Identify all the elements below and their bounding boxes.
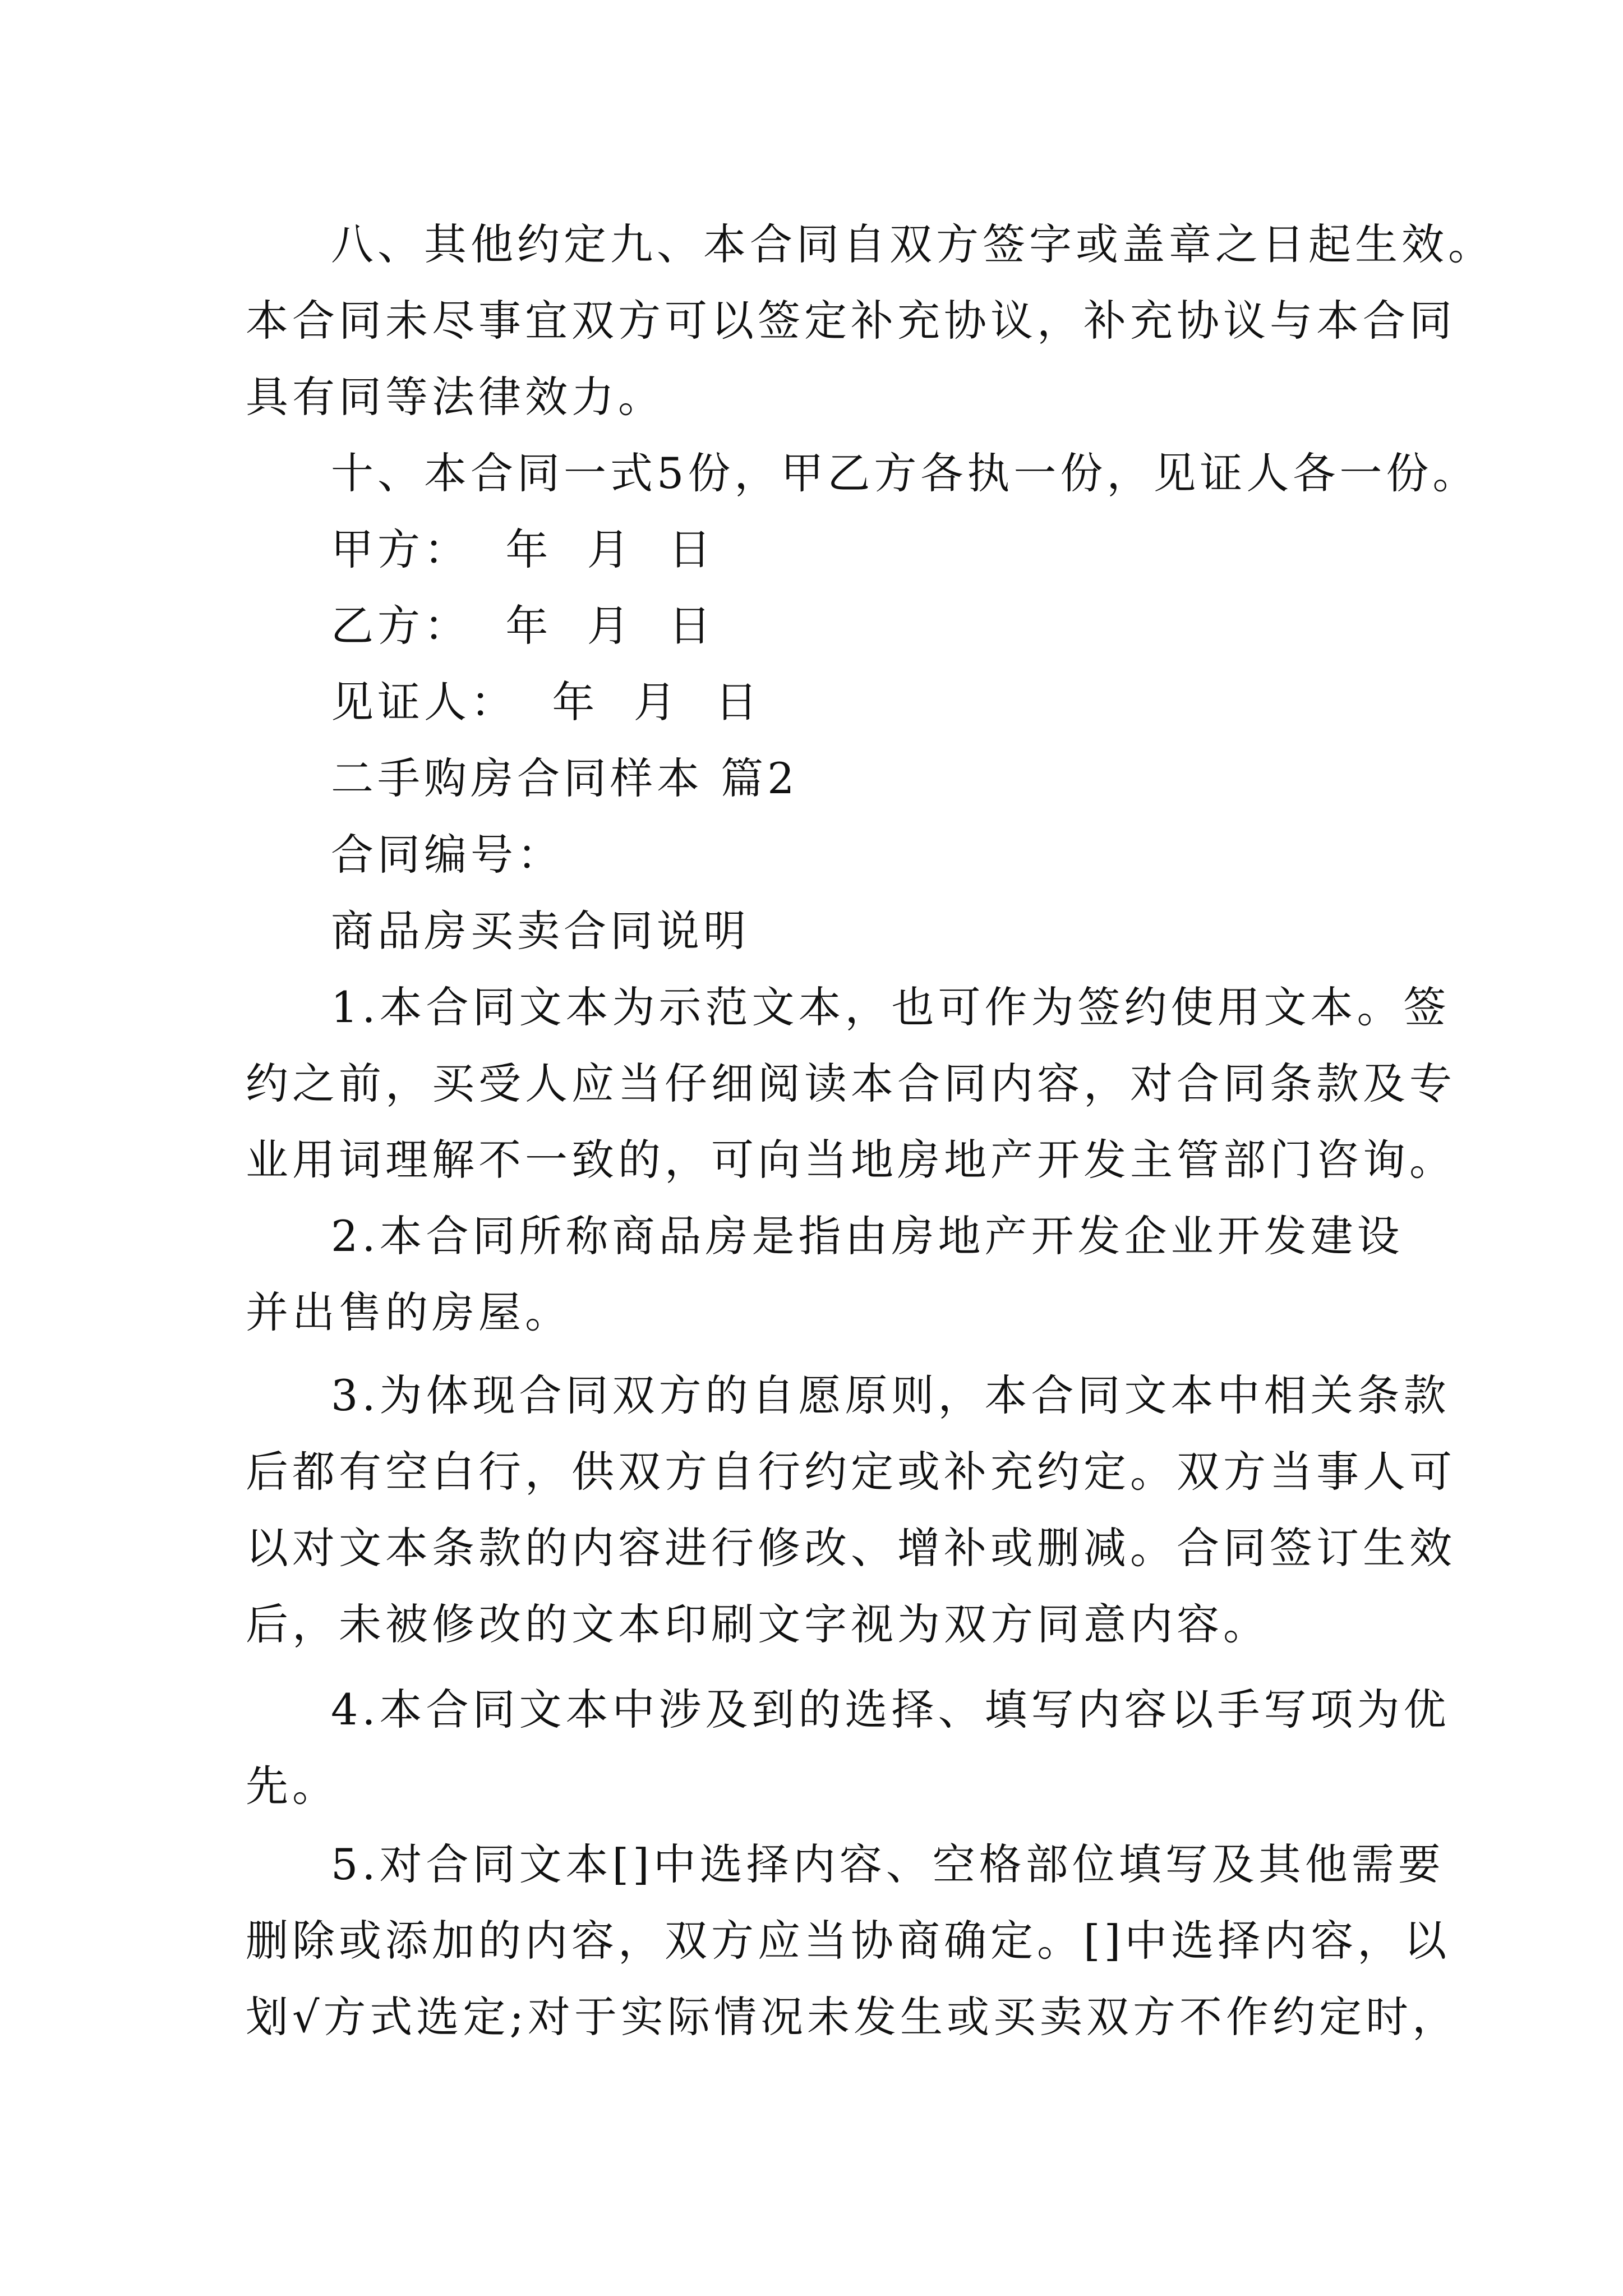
explanation-item-5 [246,1826,1459,2055]
text-line: 甲方： 年 月 日 [331,524,715,574]
text-line: 1.本合同文本为示范文本，也可作为签约使用文本。签 [331,982,1450,1032]
text-line: 合同编号： [331,830,564,880]
text-line: 以对文本条款的内容进行修改、增补或删减。合同签订生效 [246,1523,1456,1573]
explanation-item-2 [246,1198,1404,1351]
explanation-item-4 [246,1672,1450,1824]
text-line: 二手购房合同样本 篇2 [331,753,799,803]
text-line: 八、其他约定九、本合同自双方签字或盖章之日起生效。 [331,219,1495,269]
signature-party-a [246,512,1378,588]
paragraph-clause-8-9 [246,206,1495,435]
contract-number-label [246,817,1378,893]
text-line: 乙方： 年 月 日 [331,601,715,651]
text-line: 并出售的房屋。 [246,1287,571,1337]
text-line: 业用词理解不一致的，可向当地房地产开发主管部门咨询。 [246,1135,1456,1185]
explanation-title [246,893,1378,969]
text-line: 商品房买卖合同说明 [331,906,750,956]
paragraph-clause-10 [246,435,1479,512]
text-line: 5.对合同文本[]中选择内容、空格部位填写及其他需要 [331,1839,1445,1889]
signature-party-b [246,588,1378,664]
text-line: 3.为体现合同双方的自愿原则，本合同文本中相关条款 [331,1370,1450,1420]
text-line: 后都有空白行，供双方自行约定或补充约定。双方当事人可 [246,1447,1456,1497]
text-line: 4.本合同文本中涉及到的选择、填写内容以手写项为优 [331,1685,1450,1734]
explanation-item-1 [246,969,1456,1198]
text-line: 十、本合同一式5份，甲乙方各执一份，见证人各一份。 [331,448,1479,498]
text-line: 见证人： 年 月 日 [331,677,762,727]
text-line: 2.本合同所称商品房是指由房地产开发企业开发建设 [331,1211,1404,1261]
explanation-item-3 [246,1358,1456,1663]
text-line: 本合同未尽事宜双方可以签定补充协议，补充协议与本合同 [246,296,1456,346]
section-heading [246,740,1378,817]
text-line: 具有同等法律效力。 [246,372,665,422]
text-line: 后，未被修改的文本印刷文字视为双方同意内容。 [246,1599,1270,1649]
text-line: 删除或添加的内容，双方应当协商确定。[]中选择内容，以 [246,1916,1451,1966]
text-line: 先。 [246,1761,339,1811]
text-line: 约之前，买受人应当仔细阅读本合同内容，对合同条款及专 [246,1059,1456,1108]
text-line: 划√方式选定;对于实际情况未发生或买卖双方不作约定时， [246,1992,1459,2042]
signature-witness [246,664,1378,740]
